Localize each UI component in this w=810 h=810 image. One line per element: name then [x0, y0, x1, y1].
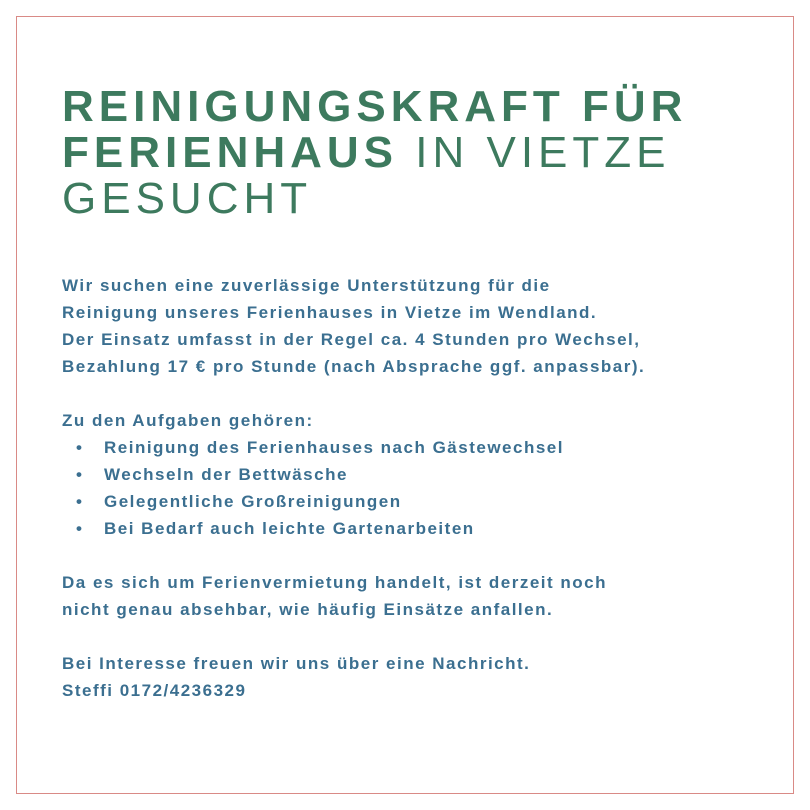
list-item [62, 488, 645, 515]
note-paragraph [62, 569, 645, 623]
page-title [62, 84, 687, 222]
list-item [62, 515, 645, 542]
intro-line: Bezahlung 17 € pro Stunde (nach Absprache ggf. anpassbar). [62, 357, 646, 376]
contact-line: Bei Interesse freuen wir uns über eine Nachricht. [62, 654, 531, 673]
intro-line: Wir suchen eine zuverlässige Unterstützung für die [62, 276, 551, 295]
list-item-text: Bei Bedarf auch leichte Gartenarbeiten [104, 519, 475, 538]
list-item [62, 461, 645, 488]
title-line-3: GESUCHT [62, 174, 313, 223]
tasks-heading: Zu den Aufgaben gehören: [62, 411, 314, 430]
bullet-icon: • [76, 438, 84, 457]
bullet-icon: • [76, 492, 84, 511]
tasks-list [62, 434, 645, 542]
ad-body [62, 272, 645, 704]
intro-line: Der Einsatz umfasst in der Regel ca. 4 Stunden pro Wechsel, [62, 330, 641, 349]
contact-phone: Steffi 0172/4236329 [62, 681, 247, 700]
note-line: Da es sich um Ferienvermietung handelt, ist derzeit noch [62, 573, 608, 592]
contact-paragraph [62, 650, 645, 704]
bullet-icon: • [76, 519, 84, 538]
intro-line: Reinigung unseres Ferienhauses in Vietze im Wendland. [62, 303, 598, 322]
list-item-text: Gelegentliche Großreinigungen [104, 492, 402, 511]
list-item-text: Reinigung des Ferienhauses nach Gästewechsel [104, 438, 564, 457]
list-item [62, 434, 645, 461]
bullet-icon: • [76, 465, 84, 484]
title-line-2-light: IN VIETZE [398, 128, 671, 177]
spacer [62, 623, 645, 650]
title-line-1: REINIGUNGSKRAFT FÜR [62, 82, 688, 131]
spacer [62, 542, 645, 569]
note-line: nicht genau absehbar, wie häufig Einsätze anfallen. [62, 600, 554, 619]
title-line-2-bold: FERIENHAUS [62, 128, 399, 177]
intro-paragraph [62, 272, 645, 380]
spacer [62, 380, 645, 407]
list-item-text: Wechseln der Bettwäsche [104, 465, 348, 484]
